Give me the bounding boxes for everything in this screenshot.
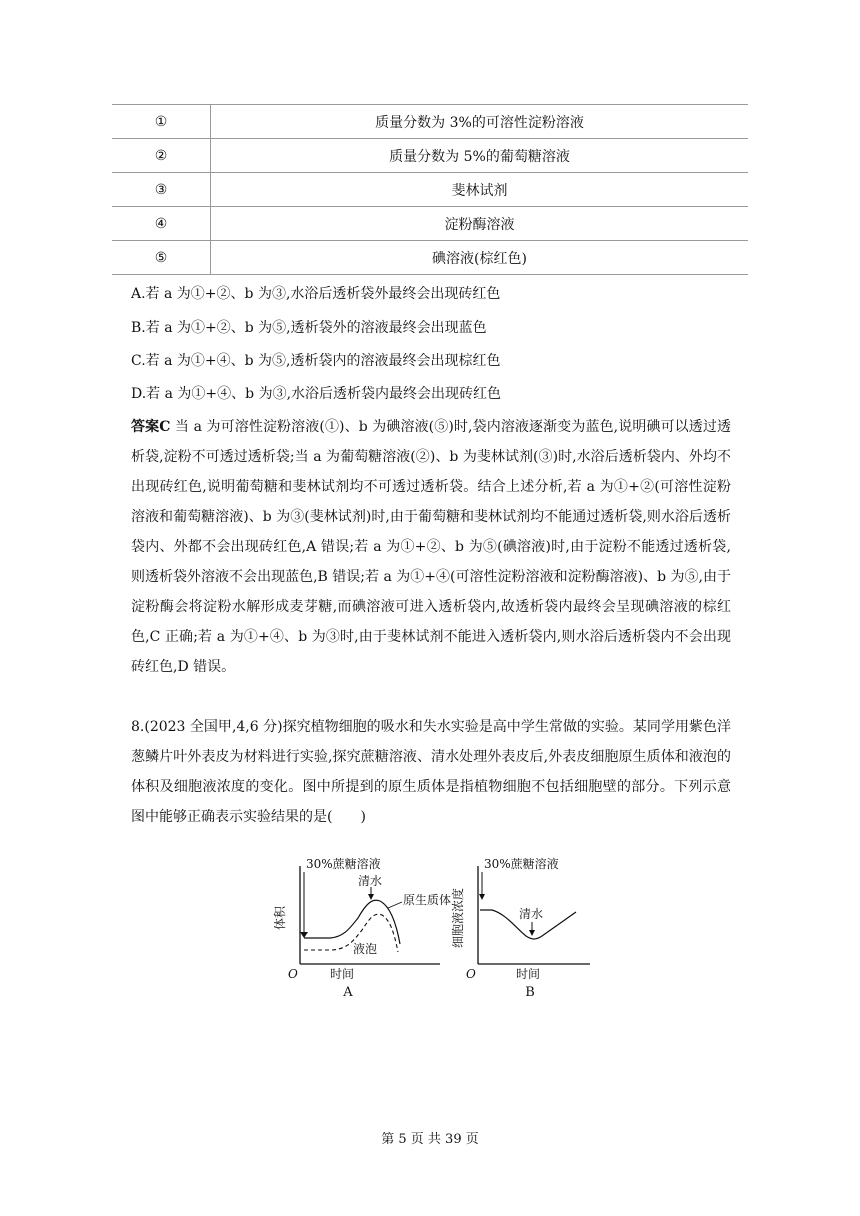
- a-panel-caption: A: [343, 985, 353, 1000]
- option-a: A.若 a 为①+②、b 为③,水浴后透析袋外最终会出现砖红色: [131, 286, 501, 302]
- option-b: B.若 a 为①+②、b 为⑤,透析袋外的溶液最终会出现蓝色: [131, 320, 487, 336]
- a-protoplast-leader: [388, 902, 402, 908]
- b-sucrose-arrowhead: [479, 894, 485, 900]
- a-water-arrowhead: [368, 894, 374, 900]
- figure-panel-b: [450, 856, 590, 1000]
- question-8-stem: 8.(2023 全国甲,4,6 分)探究植物细胞的吸水和失水实验是高中学生常做的实验。某同学用紫色洋葱鳞片叶外表皮为材料进行实验,探究蔗糖溶液、清水处理外表皮后,外表皮细胞原生质体和液泡的体积及细胞液浓度的变化。图中所提到的原生质体是指植物细胞不包括细胞壁的部分。下列示意图中能够正确表示实验结果的是( ): [131, 719, 731, 825]
- a-label-protoplast: 原生质体: [403, 893, 452, 907]
- b-x-axis-label: 时间: [515, 967, 541, 981]
- b-y-axis-label: 细胞液浓度: [451, 887, 465, 949]
- reagent-number: ④: [112, 207, 211, 241]
- reagent-table: [112, 104, 748, 275]
- reagent-name: 斐林试剂: [211, 173, 749, 207]
- b-water-arrowhead: [529, 930, 535, 936]
- a-label-water: 清水: [358, 874, 383, 888]
- answer-label: 答案: [131, 419, 160, 435]
- reagent-name: 质量分数为 5%的葡萄糖溶液: [211, 139, 749, 173]
- figure-panel-a: [272, 856, 451, 1000]
- b-label-water: 清水: [519, 907, 544, 921]
- reagent-name: 淀粉酶溶液: [211, 207, 749, 241]
- table-row: [112, 207, 748, 241]
- table-row: [112, 139, 748, 173]
- table-row: [112, 173, 748, 207]
- table-row: [112, 105, 748, 139]
- answer-text: 当 a 为可溶性淀粉溶液(①)、b 为碘溶液(⑤)时,袋内溶液逐渐变为蓝色,说明碘可以透过透析袋,淀粉不可透过透析袋;当 a 为葡萄糖溶液(②)、b 为斐林试剂(③)时,水浴后透析袋内、外均不出现砖红色,说明葡萄糖和斐林试剂均不可透过透析袋。结合上述分析,若 a 为①+②(可溶性淀粉溶液和葡萄糖溶液)、b 为③(斐林试剂)时,由于葡萄糖和斐林试剂均不能通过透析袋,则水浴后透析袋内、外都不会出现砖红色,A 错误;若 a 为①+②、b 为⑤(碘溶液)时,由于淀粉不能透过透析袋,则透析袋外溶液不会出现蓝色,B 错误;若 a 为①+④(可溶性淀粉溶液和淀粉酶溶液)、b 为⑤,由于淀粉酶会将淀粉水解形成麦芽糖,而碘溶液可进入透析袋内,故透析袋内最终会呈现碘溶液的棕红色,C 正确;若 a 为①+④、b 为③时,由于斐林试剂不能进入透析袋内,则水浴后透析袋内不会出现砖红色,D 错误。: [131, 419, 731, 675]
- page-footer: 第 5 页 共 39 页: [381, 1132, 479, 1147]
- reagent-number: ⑤: [112, 241, 211, 275]
- answer-explanation: [131, 412, 731, 682]
- reagent-name: 质量分数为 3%的可溶性淀粉溶液: [211, 105, 749, 139]
- table-row: [112, 241, 748, 275]
- a-label-sucrose: 30%蔗糖溶液: [306, 857, 381, 871]
- reagent-number: ①: [112, 105, 211, 139]
- a-origin-label: O: [288, 967, 298, 981]
- question-figure: [270, 852, 600, 1002]
- b-panel-caption: B: [525, 985, 535, 1000]
- reagent-name: 碘溶液(棕红色): [211, 241, 749, 275]
- a-x-axis-label: 时间: [329, 967, 355, 981]
- a-sucrose-arrowhead: [300, 932, 308, 938]
- option-c: C.若 a 为①+④、b 为⑤,透析袋内的溶液最终会出现棕红色: [131, 353, 501, 369]
- answer-letter: C: [159, 419, 171, 435]
- option-d: D.若 a 为①+④、b 为③,水浴后透析袋内最终会出现砖红色: [131, 386, 502, 402]
- b-label-sucrose: 30%蔗糖溶液: [484, 857, 559, 871]
- a-label-vacuole: 液泡: [353, 942, 378, 956]
- reagent-number: ②: [112, 139, 211, 173]
- a-y-axis-label: 体积: [273, 905, 287, 931]
- b-origin-label: O: [466, 967, 476, 981]
- reagent-number: ③: [112, 173, 211, 207]
- a-vacuole-curve: [304, 914, 398, 952]
- a-protoplast-curve: [304, 900, 400, 944]
